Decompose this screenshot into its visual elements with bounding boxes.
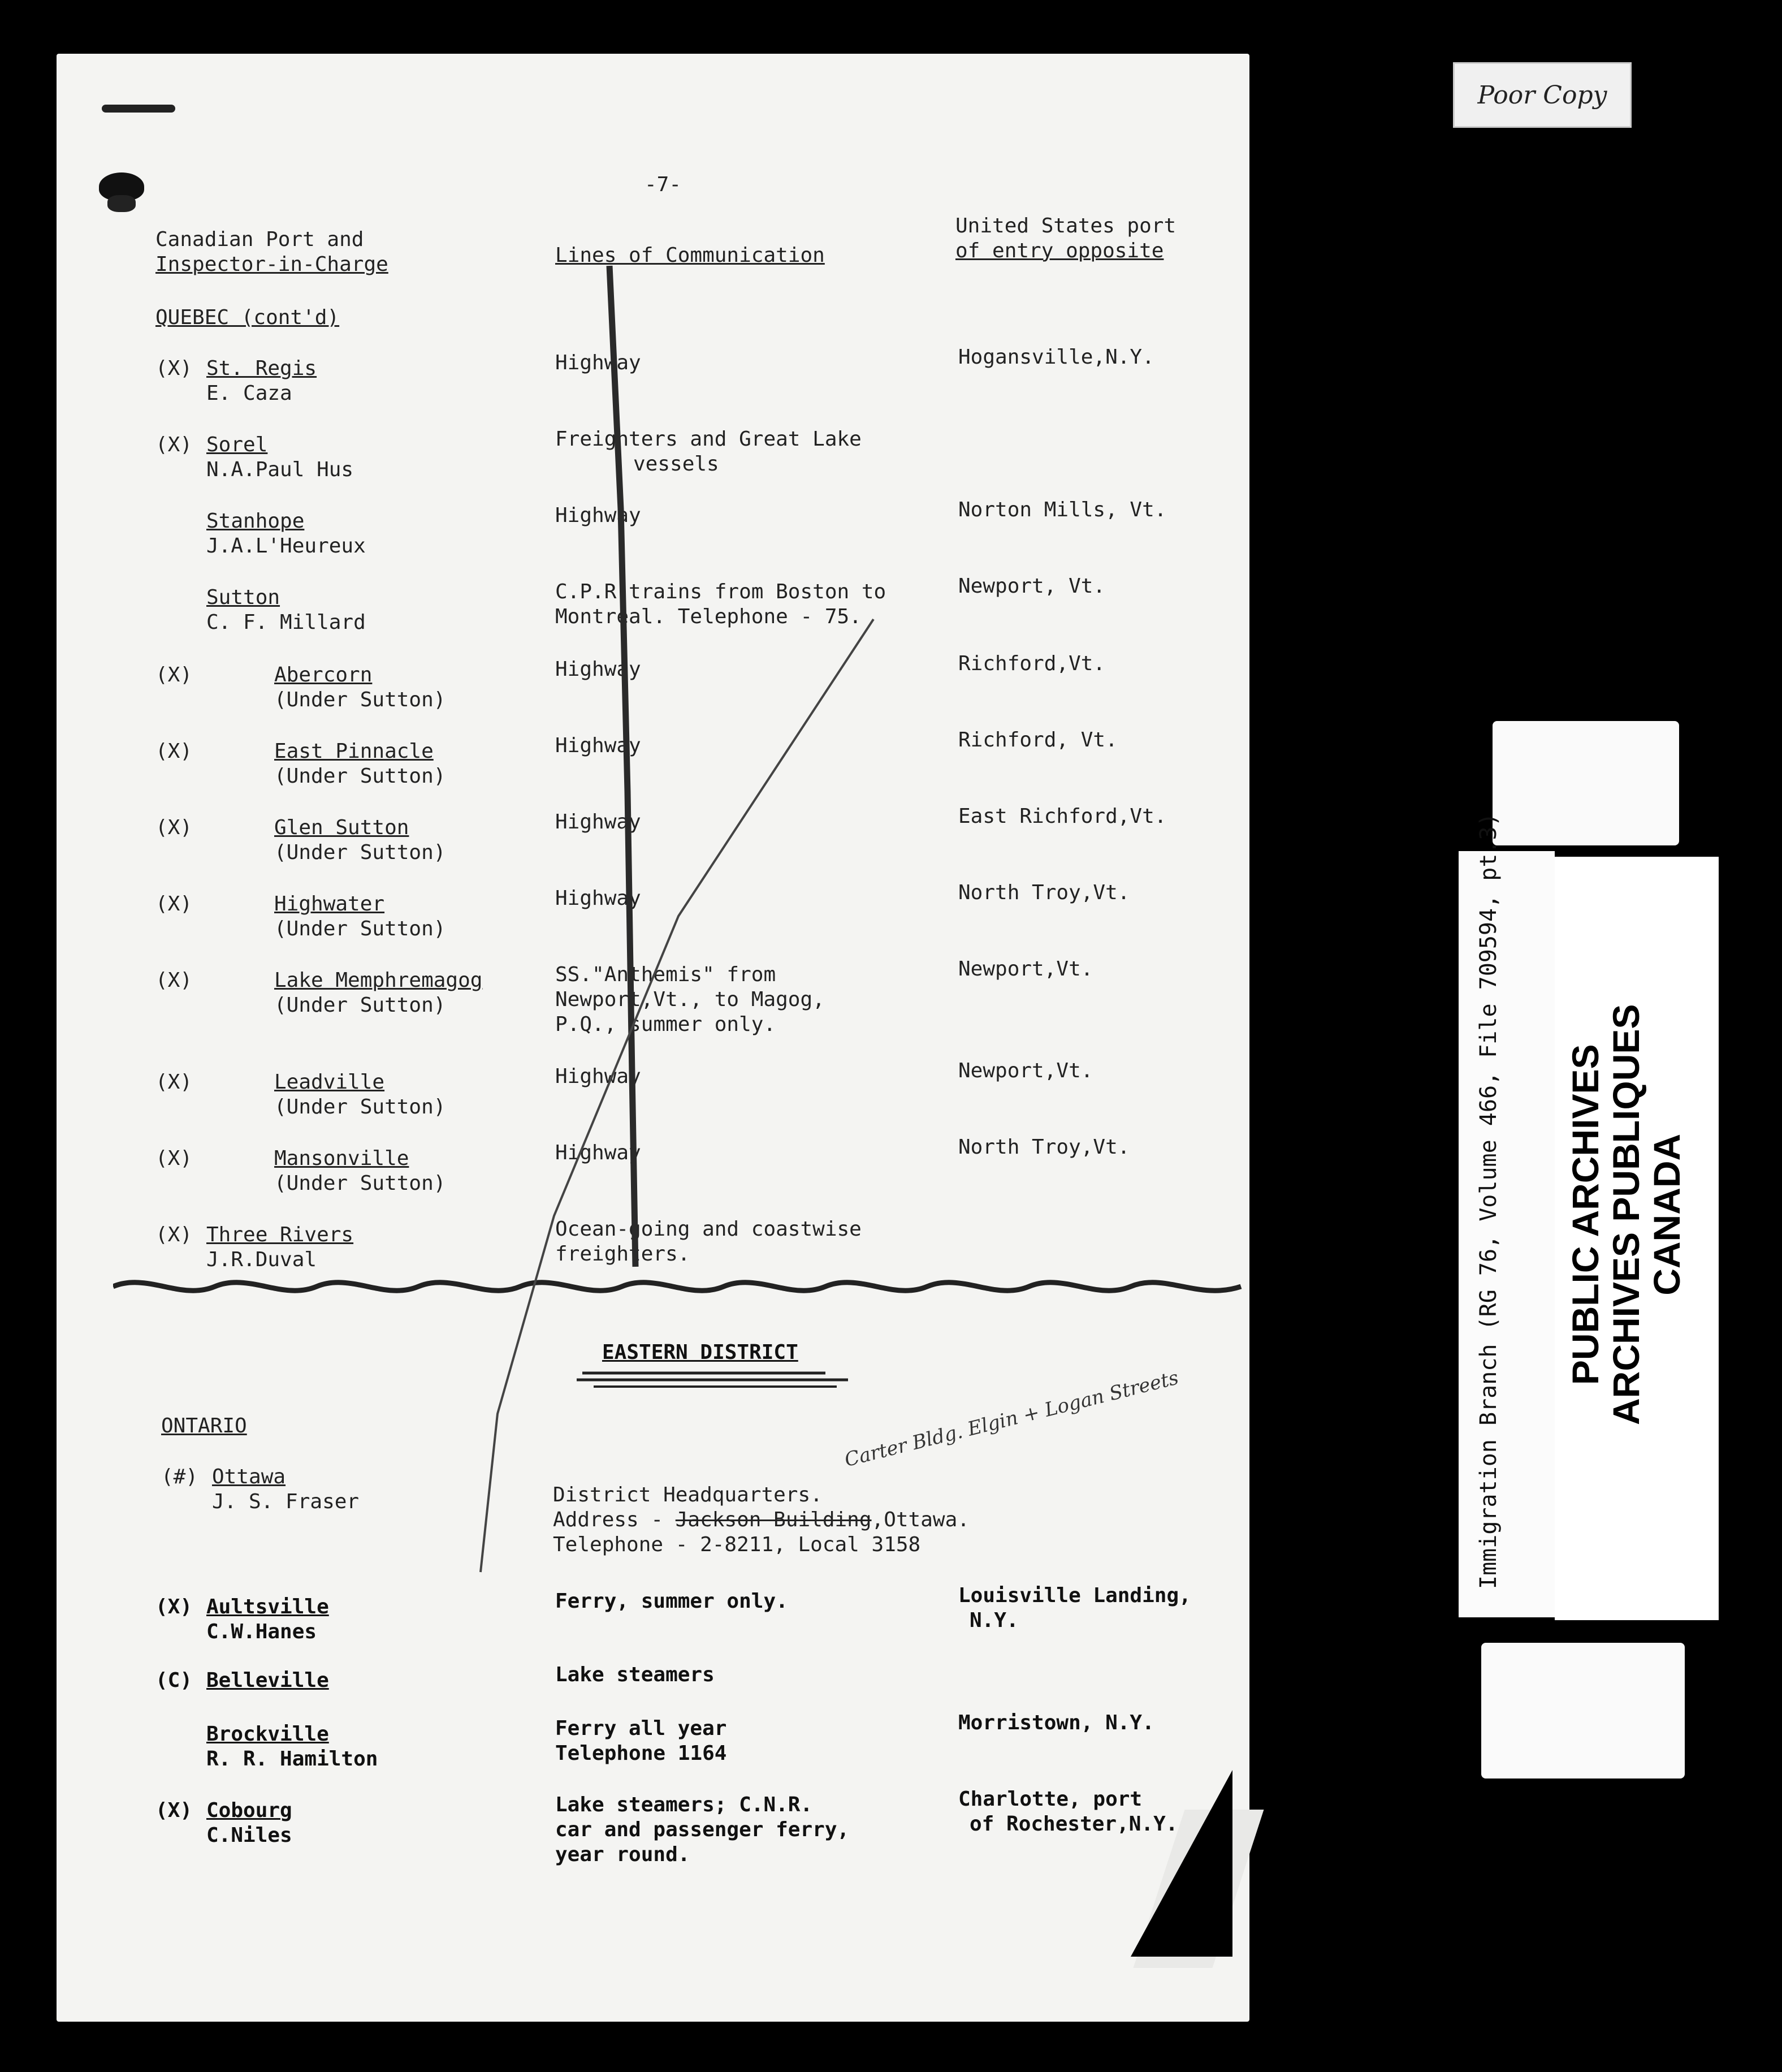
header-col2: Lines of Communication [555, 244, 825, 267]
row-us: Richford,Vt. [958, 652, 1106, 675]
row-us: Hogansville,N.Y. [958, 346, 1154, 369]
section-ontario: ONTARIO [161, 1414, 247, 1438]
row-port: Mansonville [274, 1147, 409, 1170]
row-inspector: J.R.Duval [206, 1248, 317, 1271]
row-port: Aultsville [206, 1595, 329, 1618]
row-port: St. Regis [206, 357, 317, 380]
row-inspector: J.A.L'Heureux [206, 534, 366, 558]
row-us: Louisville Landing, [958, 1584, 1191, 1607]
row-port: Highwater [274, 892, 385, 916]
row-inspector: C.Niles [206, 1824, 292, 1847]
row-inspector: N.A.Paul Hus [206, 458, 354, 481]
row-port: Three Rivers [206, 1223, 354, 1246]
row-comm1: Highway [555, 351, 641, 374]
row-comm1: Highway [555, 504, 641, 527]
row-us2: N.Y. [970, 1609, 1019, 1632]
ottawa-mark: (#) [161, 1465, 198, 1488]
row-inspector: (Under Sutton) [274, 1095, 446, 1119]
row-comm1: Ferry all year [555, 1717, 727, 1740]
row-comm2: car and passenger ferry, [555, 1818, 850, 1841]
row-port: Stanhope [206, 510, 305, 533]
row-comm1: Ocean-going and coastwise [555, 1218, 862, 1241]
row-mark: (X) [155, 1223, 193, 1246]
row-port: Belleville [206, 1669, 329, 1692]
ottawa-line3: Telephone - 2-8211, Local 3158 [553, 1533, 921, 1556]
poor-copy-label [1453, 62, 1632, 128]
row-comm2: Newport,Vt., to Magog, [555, 988, 825, 1011]
row-inspector: (Under Sutton) [274, 917, 446, 940]
row-mark: (X) [155, 892, 193, 916]
row-comm2: Montreal. Telephone - 75. [555, 605, 862, 628]
row-mark: (X) [155, 1070, 193, 1094]
row-mark: (X) [155, 357, 193, 380]
row-inspector: (Under Sutton) [274, 994, 446, 1017]
archive-card [1459, 851, 1555, 1617]
row-comm1: C.P.R.trains from Boston to [555, 580, 886, 603]
row-comm3: P.Q., summer only. [555, 1013, 776, 1036]
ottawa-address-label: Address [553, 1508, 639, 1531]
row-inspector: (Under Sutton) [274, 1172, 446, 1195]
ottawa-address-struck: Jackson Building [675, 1508, 872, 1531]
archive-line2: ARCHIVES PUBLIQUES [1605, 1004, 1647, 1425]
row-comm1: Lake steamers; C.N.R. [555, 1793, 813, 1816]
poor-copy-text: Poor Copy [1477, 80, 1607, 110]
ottawa-address-rest: ,Ottawa. [871, 1508, 970, 1531]
row-us: East Richford,Vt. [958, 805, 1167, 828]
page-corner-cut [1131, 1770, 1232, 1957]
archive-reference: Immigration Branch (RG 76, Volume 466, File 709594, pt.3) [1476, 813, 1502, 1589]
ottawa-port: Ottawa [212, 1465, 286, 1488]
row-mark: (X) [155, 816, 193, 839]
row-mark: (X) [155, 969, 193, 992]
row-port: Cobourg [206, 1799, 292, 1822]
section-quebec-text: QUEBEC (cont'd) [155, 306, 340, 329]
row-mark: (X) [155, 433, 193, 456]
archive-stamp [1565, 1004, 1687, 1425]
row-comm3: year round. [555, 1843, 690, 1866]
row-comm1: Highway [555, 734, 641, 757]
row-us: Charlotte, port [958, 1788, 1143, 1811]
row-us: Morristown, N.Y. [958, 1711, 1154, 1734]
ottawa-line1: District Headquarters. [553, 1483, 823, 1506]
row-mark: (X) [155, 663, 193, 687]
row-port: East Pinnacle [274, 740, 434, 763]
title-underline-marks [577, 1369, 859, 1391]
row-us: Richford, Vt. [958, 728, 1118, 752]
row-us: North Troy,Vt. [958, 881, 1130, 904]
row-comm1: Lake steamers [555, 1663, 715, 1686]
eastern-district-title: EASTERN DISTRICT [602, 1341, 798, 1364]
row-port: Sorel [206, 433, 268, 456]
row-comm1: Ferry, summer only. [555, 1590, 788, 1613]
tape-strip-bottom [1481, 1643, 1685, 1779]
row-mark: (X) [155, 1799, 193, 1822]
row-port: Lake Memphremagog [274, 969, 483, 992]
row-port: Brockville [206, 1723, 329, 1746]
row-inspector: C.W.Hanes [206, 1620, 317, 1643]
row-us: Norton Mills, Vt. [958, 498, 1167, 521]
row-inspector: R. R. Hamilton [206, 1747, 378, 1771]
archive-line1: PUBLIC ARCHIVES [1564, 1044, 1606, 1385]
row-port: Abercorn [274, 663, 373, 687]
row-comm2: freighters. [555, 1242, 690, 1266]
row-us2: of Rochester,N.Y. [970, 1812, 1178, 1836]
header-col1-line1: Canadian Port and [155, 228, 364, 251]
header-col3-line1: United States port [955, 214, 1177, 238]
row-mark: (C) [155, 1669, 193, 1692]
row-inspector: (Under Sutton) [274, 765, 446, 788]
row-inspector: E. Caza [206, 382, 292, 405]
row-inspector: C. F. Millard [206, 611, 366, 634]
page-number: -7- [645, 173, 682, 196]
row-comm2: vessels [633, 452, 719, 476]
row-comm2: Telephone 1164 [555, 1742, 727, 1765]
handwritten-note: Carter Bldg. Elgin + Logan Streets [842, 1366, 1181, 1472]
row-port: Glen Sutton [274, 816, 409, 839]
ottawa-address-dash: - [638, 1508, 676, 1531]
row-inspector: (Under Sutton) [274, 688, 446, 711]
row-comm1: SS."Anthemis" from [555, 963, 776, 986]
row-comm1: Highway [555, 887, 641, 910]
row-port: Leadville [274, 1070, 385, 1094]
header-col1-line2: Inspector-in-Charge [155, 253, 388, 276]
row-us: Newport,Vt. [958, 1059, 1093, 1082]
row-comm1: Highway [555, 1065, 641, 1088]
ottawa-inspector: J. S. Fraser [212, 1490, 360, 1513]
row-us: Newport, Vt. [958, 575, 1106, 598]
ottawa-line2 [553, 1508, 970, 1533]
row-port: Sutton [206, 586, 280, 609]
archive-line3: CANADA [1646, 1133, 1688, 1296]
tape-strip-top [1493, 721, 1679, 845]
row-comm1: Highway [555, 810, 641, 834]
row-inspector: (Under Sutton) [274, 841, 446, 864]
row-mark: (X) [155, 1595, 193, 1618]
header-col3-line2: of entry opposite [955, 239, 1164, 262]
row-us: North Troy,Vt. [958, 1136, 1130, 1159]
row-mark: (X) [155, 740, 193, 763]
row-us: Newport,Vt. [958, 957, 1093, 981]
row-comm1: Highway [555, 1141, 641, 1164]
row-comm1: Highway [555, 658, 641, 681]
row-mark: (X) [155, 1147, 193, 1170]
row-comm1: Freighters and Great Lake [555, 428, 862, 451]
